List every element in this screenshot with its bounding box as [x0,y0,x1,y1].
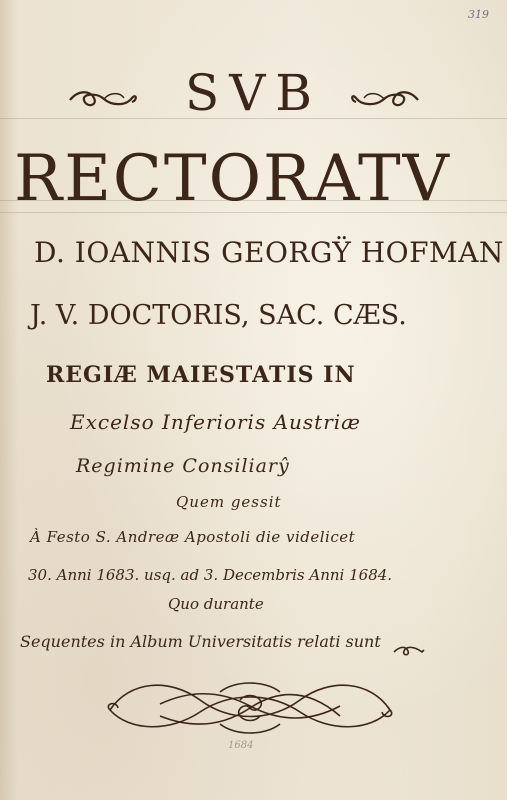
sequentes-line: Sequentes in Album Universitatis relati sunt [20,632,381,651]
majesty-line: REGIÆ MAIESTATIS IN [46,362,356,388]
line-end-flourish-ornament [392,644,426,658]
folio-number: 319 [468,8,489,21]
calligraphic-knot-ornament [100,670,400,740]
rector-name-line: D. IOANNIS GEORGŸ HOFMAN [34,236,504,269]
pencil-note: 1684 [228,740,254,751]
quem-gessit-line: Quem gessit [176,493,282,511]
quo-durante-line: Quo durante [168,595,264,613]
council-line: Regimine Consiliarŷ [76,455,290,477]
title-main: RECTORATV [14,142,451,216]
title-top: SVB [184,64,323,122]
austria-line: Excelso Inferioris Austriæ [70,410,361,434]
feast-date-line: À Festo S. Andreæ Apostoli die videlicet [30,528,356,546]
rector-degree-line: J. V. DOCTORIS, SAC. CÆS. [30,300,407,331]
year-range-line: 30. Anni 1683. usq. ad 3. Decembris Anni 1684. [28,566,393,584]
